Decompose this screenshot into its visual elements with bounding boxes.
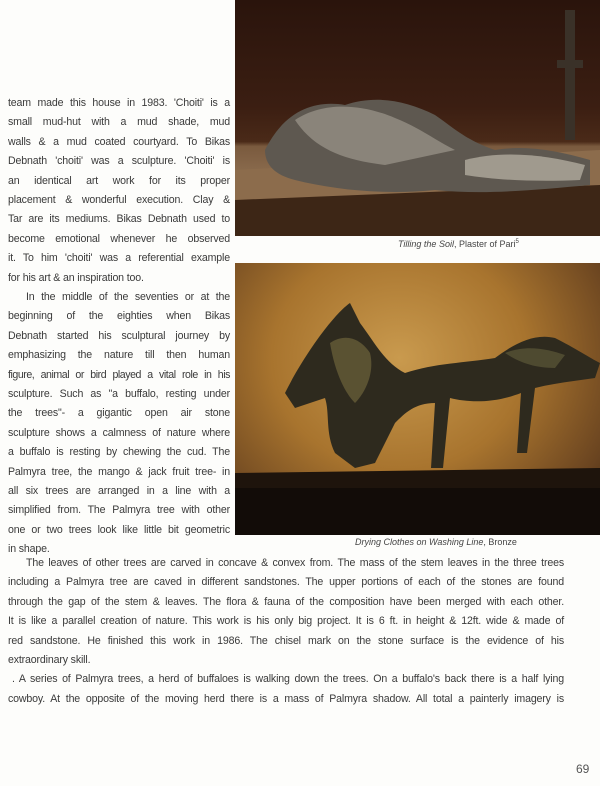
text-line: team made this house in 1983. 'Choiti' is a [8, 97, 230, 109]
text-line: sculpture shows a calmness of nature where [8, 426, 230, 439]
page-number: 69 [576, 762, 590, 776]
text-line: extraordinary skill. [8, 653, 91, 666]
photo-tilling-the-soil [235, 0, 600, 236]
caption-tilling-the-soil [398, 239, 519, 249]
caption-title: Drying Clothes on Washing Line [355, 537, 484, 547]
text-line: sculpture. Such as "a buffalo, resting under [8, 387, 230, 400]
caption-medium: , Plaster of Pari [453, 239, 516, 249]
text-line: figure, animal or bird played a vital role in his [8, 368, 230, 381]
bottom-text [8, 554, 564, 709]
text-line: placement & wonderful execution. Clay & [8, 193, 230, 206]
text-line: simplified from. The Palmyra tree with other [8, 504, 230, 517]
text-line: Palmyra tree, the mango & jack fruit tree- in [8, 465, 230, 478]
text-line: the trees"- a gigantic open air stone [8, 407, 230, 420]
text-line: one or two trees look like little bit geometric [8, 523, 230, 536]
text-line: emphasizing the nature till then human [8, 349, 230, 362]
text-line: The leaves of other trees are carved in concave & convex from. The mass of the stem leaves in the three trees [26, 557, 564, 569]
text-line: a buffalo is resting by chewing the cud. The [8, 446, 230, 459]
text-line: Debnath 'choiti' was a sculpture. 'Choiti' is [8, 155, 230, 168]
text-line: all six trees are arranged in a line with a [8, 484, 230, 497]
caption-title: Tilling the Soil [398, 239, 454, 249]
caption-drying-clothes [355, 537, 517, 547]
text-line: an identical art work for its proper [8, 174, 230, 187]
text-line: small mud-hut with a mud shade, mud [8, 116, 230, 129]
text-line: for his art & an inspiration too. [8, 271, 144, 284]
text-line: In the middle of the seventies or at the [26, 291, 230, 303]
text-line: including a Palmyra tree are caved in different sandstones. The upper portions of each of the stones are found [8, 576, 564, 589]
text-line: Tar are its mediums. Bikas Debnath used to [8, 213, 230, 226]
footnote-marker: 5 [515, 239, 519, 245]
left-column-paragraph-2 [8, 288, 230, 559]
text-line: . A series of Palmyra trees, a herd of buffaloes is walking down the trees. On a buffalo's back there is a half lying [12, 673, 564, 686]
text-line: It is like a parallel creation of nature. This work is his only big project. It is 6 ft. in height & 12ft. wide & made of [8, 615, 564, 628]
caption-medium: , Bronze [483, 537, 517, 547]
photo-drying-clothes [235, 263, 600, 535]
text-line: beginning of the eighties when Bikas [8, 310, 230, 323]
text-line: red sandstone. He finished this work in 1986. The chisel mark on the stone surface is the evidence of his [8, 634, 564, 647]
text-line: in shape. [8, 543, 50, 556]
bronze-sculpture-image [235, 263, 600, 535]
text-line: become emotional whenever he observed [8, 232, 230, 245]
text-line: through the gap of the stem & leaves. The flora & fauna of the composition have been merged with each other. [8, 595, 564, 608]
text-line: walls & a mud coated courtyard. To Bikas [8, 135, 230, 148]
plaster-sculpture-image [235, 0, 600, 236]
text-line: cowboy. At the opposite of the moving herd there is a mass of Palmyra shadow. All total a painterly imagery is [8, 692, 564, 705]
text-line: Debnath started his sculptural journey by [8, 329, 230, 342]
text-line: it. To him 'choiti' was a referential example [8, 252, 230, 265]
left-column-paragraph-1 [8, 94, 230, 288]
